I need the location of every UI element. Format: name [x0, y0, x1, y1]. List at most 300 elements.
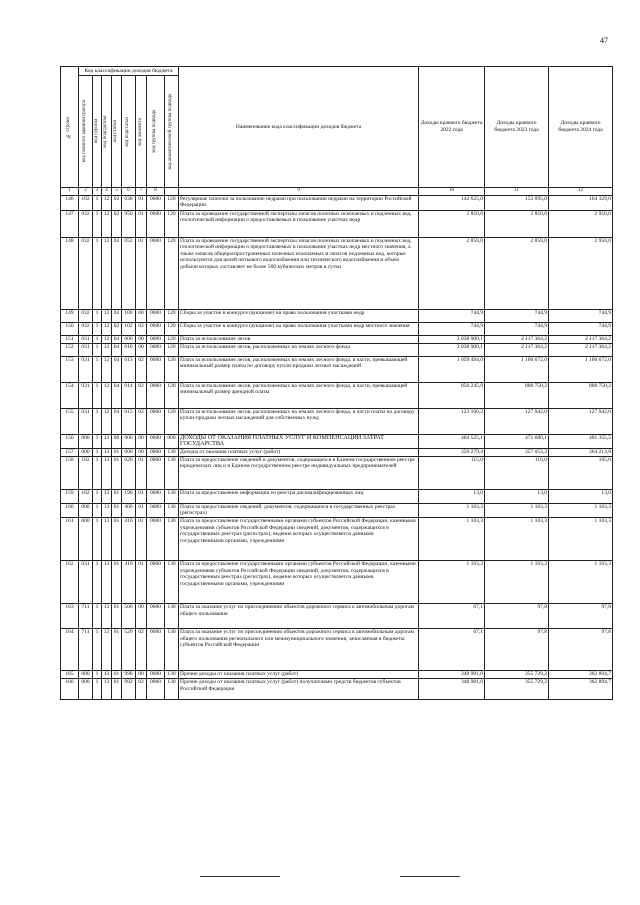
code-analytic: 130: [165, 628, 179, 670]
code-program: 0000: [147, 517, 165, 560]
value-2022: 2 038 900,1: [419, 343, 485, 356]
code-program: 0000: [147, 335, 165, 343]
row-number: 154: [61, 382, 79, 408]
code-subgroup: 12: [102, 195, 112, 210]
value-2022: 464 525,1: [419, 434, 485, 448]
table-row: [61, 335, 613, 343]
code-element: 00: [136, 670, 147, 678]
row-number: 162: [61, 560, 79, 603]
row-number: 155: [61, 408, 79, 434]
value-2023: 153 095,0: [485, 195, 549, 210]
code-analytic: 130: [165, 517, 179, 560]
code-group: 1: [93, 309, 102, 322]
code-article: 00: [112, 434, 122, 448]
code-analytic: 130: [165, 560, 179, 603]
code-admin: 031: [79, 560, 93, 603]
row-name: Плата за использование лесов, расположенных на землях лесного фонда, в части, превышающей минимальный размер арендной платы: [179, 382, 419, 408]
code-element: 02: [136, 356, 147, 382]
table-row: [61, 517, 613, 560]
value-2022: 856 245,9: [419, 382, 485, 408]
code-subgroup: 13: [102, 517, 112, 560]
row-number: 152: [61, 343, 79, 356]
code-article: 04: [112, 335, 122, 343]
code-admin: 000: [79, 503, 93, 517]
value-2024: 364 213,8: [549, 448, 613, 456]
header-code-program: код группы подвида: [147, 76, 165, 188]
value-2022: 67,1: [419, 603, 485, 628]
code-program: 0000: [147, 382, 165, 408]
code-element: 01: [136, 503, 147, 517]
code-subarticle: 000: [122, 335, 136, 343]
value-2024: 744,9: [549, 309, 613, 322]
code-subarticle: 500: [122, 603, 136, 628]
row-name: Плата за предоставление информации из реестра дисквалифицированных лиц: [179, 489, 419, 503]
code-program: 0000: [147, 195, 165, 210]
code-admin: 032: [79, 237, 93, 309]
table-row: [61, 408, 613, 434]
value-2023: 2 117 364,2: [485, 335, 549, 343]
header-row-top: [61, 67, 613, 76]
code-program: 0000: [147, 448, 165, 456]
code-element: 02: [136, 408, 147, 434]
value-2023: 2 850,0: [485, 210, 549, 237]
code-element: 00: [136, 343, 147, 356]
value-2022: 348 981,0: [419, 678, 485, 699]
code-admin: 031: [79, 343, 93, 356]
footer-divider-left: [200, 876, 280, 877]
value-2023: 1 103,3: [485, 517, 549, 560]
header-code-article: код статьи: [112, 76, 122, 188]
row-number: 158: [61, 456, 79, 489]
value-2022: 1 103,3: [419, 517, 485, 560]
value-2022: 1 103,3: [419, 560, 485, 603]
code-analytic: 130: [165, 489, 179, 503]
table-row: [61, 456, 613, 489]
code-article: 01: [112, 448, 122, 456]
row-number: 148: [61, 237, 79, 309]
code-subgroup: 13: [102, 628, 112, 670]
code-subgroup: 12: [102, 237, 112, 309]
code-subarticle: 013: [122, 356, 136, 382]
row-number: 156: [61, 434, 79, 448]
value-2023: 2 850,0: [485, 237, 549, 309]
code-analytic: 120: [165, 356, 179, 382]
code-element: 01: [136, 210, 147, 237]
code-analytic: 130: [165, 678, 179, 699]
code-subgroup: 12: [102, 408, 112, 434]
row-name: Плата за использование лесов, расположенных на землях лесного фонда, в части платы по договору купли-продажи лесных насаждений для собственных нужд: [179, 408, 419, 434]
code-element: 01: [136, 237, 147, 309]
col-number: 3: [93, 188, 102, 196]
code-subarticle: 052: [122, 237, 136, 309]
budget-table: [60, 66, 613, 700]
col-number: 1: [61, 188, 79, 196]
value-2023: 13,0: [485, 489, 549, 503]
value-2022: 1 103,3: [419, 503, 485, 517]
col-number: 4: [102, 188, 112, 196]
code-subgroup: 12: [102, 210, 112, 237]
code-admin: 000: [79, 517, 93, 560]
code-analytic: 120: [165, 408, 179, 434]
row-name: Сборы за участие в конкурсе (аукционе) на право пользования участками недр: [179, 309, 419, 322]
col-number: 12: [549, 188, 613, 196]
code-admin: 031: [79, 335, 93, 343]
code-subarticle: 050: [122, 210, 136, 237]
row-name: Плата за оказание услуг по присоединению объектов дорожного сервиса к автомобильным дорогам общего пользования: [179, 603, 419, 628]
header-2024: Доходы краевого бюджета 2024 года: [549, 67, 613, 188]
code-subgroup: 13: [102, 560, 112, 603]
table-row: [61, 434, 613, 448]
code-analytic: 120: [165, 309, 179, 322]
code-subarticle: 520: [122, 628, 136, 670]
value-2024: 1 103,3: [549, 560, 613, 603]
value-2024: 1 103,3: [549, 503, 613, 517]
code-program: 0000: [147, 503, 165, 517]
value-2024: 127 942,0: [549, 408, 613, 434]
code-analytic: 120: [165, 210, 179, 237]
code-admin: 711: [79, 628, 93, 670]
row-number: 153: [61, 356, 79, 382]
code-subgroup: 12: [102, 335, 112, 343]
code-program: 0000: [147, 343, 165, 356]
code-element: 00: [136, 309, 147, 322]
value-2023: 355 729,2: [485, 670, 549, 678]
value-2022: 744,9: [419, 322, 485, 335]
code-subgroup: 13: [102, 603, 112, 628]
value-2022: 348 981,0: [419, 670, 485, 678]
row-name: Сборы за участие в конкурсе (аукционе) на право пользования участками недр местного значения: [179, 322, 419, 335]
code-subgroup: 12: [102, 309, 112, 322]
row-number: 163: [61, 603, 79, 628]
code-subarticle: 010: [122, 343, 136, 356]
table-row: [61, 210, 613, 237]
code-article: 01: [112, 678, 122, 699]
code-article: 01: [112, 628, 122, 670]
table-row: [61, 382, 613, 408]
header-name: Наименование кода классификации доходов бюджета: [179, 67, 419, 188]
code-admin: 182: [79, 456, 93, 489]
code-subgroup: 13: [102, 670, 112, 678]
code-article: 04: [112, 408, 122, 434]
code-subarticle: 000: [122, 434, 136, 448]
value-2022: 2 850,0: [419, 210, 485, 237]
code-element: 02: [136, 678, 147, 699]
row-number: 166: [61, 678, 79, 699]
code-element: 01: [136, 489, 147, 503]
code-program: 0000: [147, 309, 165, 322]
code-subarticle: 102: [122, 322, 136, 335]
code-subgroup: 13: [102, 456, 112, 489]
row-number: 151: [61, 335, 79, 343]
table-body: [61, 195, 613, 699]
table-row: [61, 489, 613, 503]
col-number: 7: [136, 188, 147, 196]
code-analytic: 130: [165, 456, 179, 489]
col-number: 5: [112, 188, 122, 196]
header-code-analytic: код аналитической группы подвида: [165, 76, 179, 188]
code-element: 00: [136, 448, 147, 456]
code-program: 0000: [147, 628, 165, 670]
row-number: 150: [61, 322, 79, 335]
code-element: 02: [136, 382, 147, 408]
code-article: 02: [112, 309, 122, 322]
value-2022: 2 850,0: [419, 237, 485, 309]
code-analytic: 120: [165, 343, 179, 356]
value-2022: 142 625,0: [419, 195, 485, 210]
code-group: 1: [93, 560, 102, 603]
col-number: 6: [122, 188, 136, 196]
row-name: Прочие доходы от оказания платных услуг (работ): [179, 670, 419, 678]
table-row: [61, 628, 613, 670]
value-2022: 1 059 494,0: [419, 356, 485, 382]
value-2024: 888 750,2: [549, 382, 613, 408]
value-2024: 744,9: [549, 322, 613, 335]
header-group-title: Код классификации доходов бюджета: [79, 67, 179, 76]
code-group: 1: [93, 489, 102, 503]
code-subarticle: 100: [122, 309, 136, 322]
code-subgroup: 12: [102, 322, 112, 335]
code-subarticle: 400: [122, 503, 136, 517]
value-2024: 2 117 364,2: [549, 335, 613, 343]
row-name: Плата за оказание услуг по присоединению объектов дорожного сервиса к автомобильным дорогам общего пользования регионального или межмуниципального значения, зачисляемая в бюджеты субъектов Российской Федерации: [179, 628, 419, 670]
value-2022: 744,9: [419, 309, 485, 322]
value-2023: 888 750,2: [485, 382, 549, 408]
table-row: [61, 670, 613, 678]
code-group: 1: [93, 517, 102, 560]
code-analytic: 130: [165, 670, 179, 678]
code-subarticle: 030: [122, 195, 136, 210]
value-2024: 2 950,0: [549, 237, 613, 309]
code-analytic: 120: [165, 322, 179, 335]
code-article: 01: [112, 603, 122, 628]
value-2024: 2 117 364,2: [549, 343, 613, 356]
table-row: [61, 322, 613, 335]
row-number: 161: [61, 517, 79, 560]
row-name: Регулярные платежи за пользование недрами при пользовании недрами на территории Российской Федерации: [179, 195, 419, 210]
code-subarticle: 990: [122, 670, 136, 678]
code-group: 1: [93, 343, 102, 356]
column-numbers-row: [61, 188, 613, 196]
row-name: Плата за предоставление сведений и документов, содержащихся в Едином государственном реестре юридических лиц и в Едином государственном реестре индивидуальных предпринимателей: [179, 456, 419, 489]
value-2023: 357 053,3: [485, 448, 549, 456]
table-row: [61, 448, 613, 456]
code-admin: 000: [79, 448, 93, 456]
value-2023: 1 103,3: [485, 560, 549, 603]
code-group: 1: [93, 503, 102, 517]
value-2024: 1 103,3: [549, 517, 613, 560]
row-number: 147: [61, 210, 79, 237]
value-2022: 123 160,2: [419, 408, 485, 434]
value-2024: 97,8: [549, 628, 613, 670]
code-element: 02: [136, 628, 147, 670]
code-analytic: 130: [165, 448, 179, 456]
code-subarticle: 000: [122, 448, 136, 456]
code-subarticle: 410: [122, 560, 136, 603]
code-program: 0000: [147, 670, 165, 678]
table-row: [61, 237, 613, 309]
value-2023: 2 117 364,2: [485, 343, 549, 356]
code-subgroup: 13: [102, 503, 112, 517]
code-group: 1: [93, 335, 102, 343]
value-2024: 164 329,0: [549, 195, 613, 210]
row-number: 160: [61, 503, 79, 517]
code-program: 0000: [147, 408, 165, 434]
row-name: ДОХОДЫ ОТ ОКАЗАНИЯ ПЛАТНЫХ УСЛУГ И КОМПЕНСАЦИИ ЗАТРАТ ГОСУДАРСТВА: [179, 434, 419, 448]
code-group: 1: [93, 670, 102, 678]
code-group: 1: [93, 210, 102, 237]
value-2023: 1 103,3: [485, 503, 549, 517]
value-2023: 744,9: [485, 309, 549, 322]
row-name: Плата за предоставление государственными органами субъектов Российской Федерации, казенными учреждениями субъектов Российской Федерации сведений, документов, содержащихся в государственных реестрах (регистрах), ведение которых осуществляется данными государственными органами, учреждениями: [179, 560, 419, 603]
row-name: Плата за использование лесов: [179, 335, 419, 343]
code-article: 02: [112, 237, 122, 309]
table-row: [61, 356, 613, 382]
code-group: 1: [93, 382, 102, 408]
table-row: [61, 678, 613, 699]
row-name: Плата за проведение государственной экспертизы запасов полезных ископаемых и подземных вод, геологической информации о предоставляемых в пользование участках недр: [179, 210, 419, 237]
col-number: 11: [485, 188, 549, 196]
code-program: 0000: [147, 456, 165, 489]
code-article: 02: [112, 210, 122, 237]
code-admin: 031: [79, 356, 93, 382]
header-stroka: № строки: [61, 67, 79, 188]
code-program: 0000: [147, 678, 165, 699]
code-program: 0000: [147, 560, 165, 603]
header-code-element: код элемента: [136, 76, 147, 188]
code-group: 1: [93, 456, 102, 489]
row-name: Плата за использование лесов, расположенных на землях лесного фонда, в части, превышающей минимальный размер платы по договору купли-продажи лесных насаждений: [179, 356, 419, 382]
code-article: 04: [112, 382, 122, 408]
value-2024: 2 950,0: [549, 210, 613, 237]
header-2022: Доходы краевого бюджета 2022 года: [419, 67, 485, 188]
row-number: 164: [61, 628, 79, 670]
code-analytic: 120: [165, 237, 179, 309]
table-row: [61, 503, 613, 517]
code-article: 02: [112, 195, 122, 210]
col-number: 8: [147, 188, 165, 196]
row-number: 159: [61, 489, 79, 503]
code-analytic: 120: [165, 335, 179, 343]
code-group: 1: [93, 628, 102, 670]
code-group: 1: [93, 603, 102, 628]
code-subarticle: 190: [122, 489, 136, 503]
value-2022: 67,1: [419, 628, 485, 670]
code-article: 02: [112, 322, 122, 335]
code-admin: 032: [79, 309, 93, 322]
value-2023: 127 942,0: [485, 408, 549, 434]
header-2023: Доходы краевого бюджета 2023 года: [485, 67, 549, 188]
page-number: 47: [600, 36, 608, 45]
row-number: 157: [61, 448, 79, 456]
code-subarticle: 410: [122, 517, 136, 560]
row-name: Плата за использование лесов, расположенных на землях лесного фонда: [179, 343, 419, 356]
value-2022: 2 038 900,1: [419, 335, 485, 343]
code-group: 1: [93, 237, 102, 309]
value-2023: 471 680,1: [485, 434, 549, 448]
footer-divider-right: [400, 876, 460, 877]
table-row: [61, 603, 613, 628]
table-row: [61, 309, 613, 322]
code-element: 02: [136, 322, 147, 335]
code-subarticle: 992: [122, 678, 136, 699]
code-subgroup: 12: [102, 343, 112, 356]
code-subgroup: 13: [102, 678, 112, 699]
code-admin: 182: [79, 489, 93, 503]
code-program: 0000: [147, 489, 165, 503]
value-2023: 97,8: [485, 628, 549, 670]
row-name: Плата за проведение государственной экспертизы запасов полезных ископаемых и подземных вод, геологической информации о предоставляемых в пользование участках недр местного значения, а также запасов общераспространенных полезных ископаемых и запасов подземных вод, которые используются для целей питьевого водоснабжения или технического водоснабжения и объем добычи которых составляет не более 500 кубических метров в сутки: [179, 237, 419, 309]
code-article: 04: [112, 356, 122, 382]
code-element: 00: [136, 335, 147, 343]
code-group: 1: [93, 408, 102, 434]
code-admin: 031: [79, 408, 93, 434]
code-analytic: 000: [165, 434, 179, 448]
code-element: 00: [136, 603, 147, 628]
value-2024: 362 894,7: [549, 670, 613, 678]
code-admin: 032: [79, 210, 93, 237]
value-2022: 115,0: [419, 456, 485, 489]
code-admin: 000: [79, 678, 93, 699]
code-analytic: 120: [165, 195, 179, 210]
row-name: Доходы от оказания платных услуг (работ): [179, 448, 419, 456]
table-row: [61, 195, 613, 210]
code-article: 04: [112, 343, 122, 356]
code-program: 0000: [147, 237, 165, 309]
code-admin: 182: [79, 195, 93, 210]
code-admin: 032: [79, 322, 93, 335]
value-2024: 13,0: [549, 489, 613, 503]
table-row: [61, 343, 613, 356]
value-2023: 110,0: [485, 456, 549, 489]
code-subarticle: 020: [122, 456, 136, 489]
value-2024: 362 894,7: [549, 678, 613, 699]
code-group: 1: [93, 356, 102, 382]
code-analytic: 130: [165, 603, 179, 628]
code-program: 0000: [147, 434, 165, 448]
code-article: 01: [112, 517, 122, 560]
code-subgroup: 13: [102, 448, 112, 456]
row-name: Прочие доходы от оказания платных услуг (работ) получателями средств бюджетов субъектов Российской Федерации: [179, 678, 419, 699]
code-article: 01: [112, 456, 122, 489]
code-group: 1: [93, 448, 102, 456]
code-group: 1: [93, 434, 102, 448]
row-number: 149: [61, 309, 79, 322]
code-element: 01: [136, 195, 147, 210]
header-code-subarticle: код подстатьи: [122, 76, 136, 188]
header-code-admin: код главного администратора: [79, 76, 93, 188]
col-number: [165, 188, 179, 196]
value-2023: 97,8: [485, 603, 549, 628]
code-subarticle: 015: [122, 408, 136, 434]
code-element: 01: [136, 517, 147, 560]
code-article: 01: [112, 503, 122, 517]
code-program: 0000: [147, 210, 165, 237]
code-admin: 000: [79, 434, 93, 448]
header-code-subgroup: код подгруппы: [102, 76, 112, 188]
code-group: 1: [93, 195, 102, 210]
value-2024: 105,0: [549, 456, 613, 489]
code-element: 00: [136, 434, 147, 448]
code-element: 01: [136, 456, 147, 489]
value-2024: 1 100 672,0: [549, 356, 613, 382]
row-number: 146: [61, 195, 79, 210]
code-admin: 000: [79, 670, 93, 678]
code-subarticle: 014: [122, 382, 136, 408]
value-2023: 1 100 672,0: [485, 356, 549, 382]
code-group: 1: [93, 678, 102, 699]
value-2024: 97,8: [549, 603, 613, 628]
value-2023: 355 729,2: [485, 678, 549, 699]
